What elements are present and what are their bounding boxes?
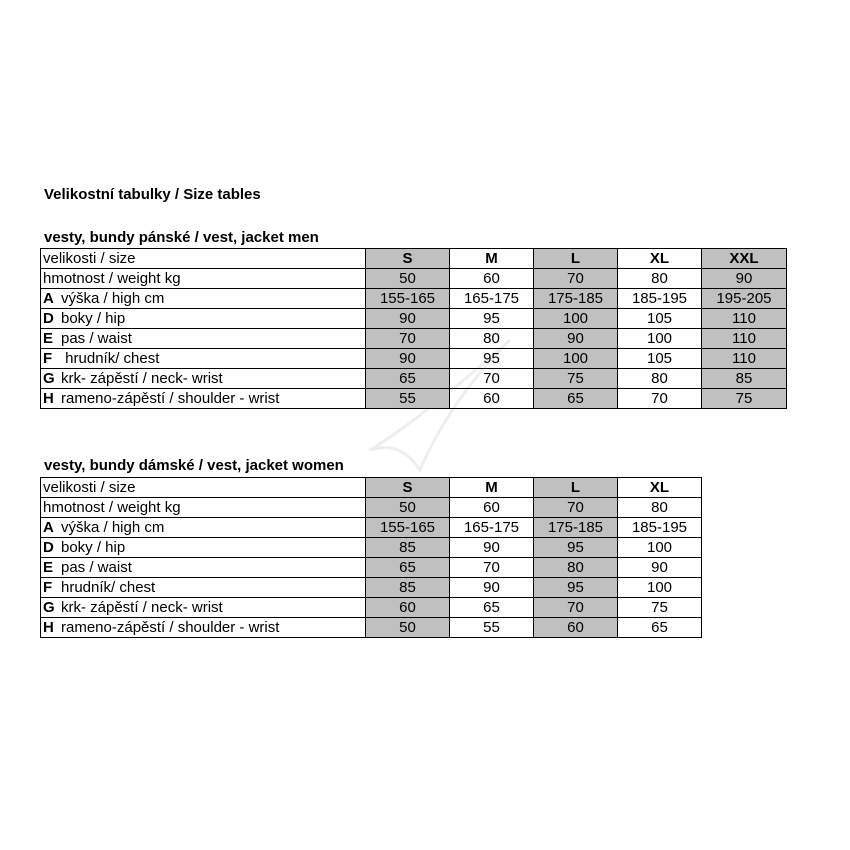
measurement-letter: G: [43, 599, 55, 616]
measurement-letter: G: [43, 370, 55, 387]
table-row: [41, 369, 787, 389]
men-table-caption: vesty, bundy pánské / vest, jacket men: [44, 229, 319, 246]
table-cell: 55: [450, 618, 534, 638]
row-label: [41, 538, 366, 558]
row-label: [41, 558, 366, 578]
table-cell: 85: [702, 369, 787, 389]
table-cell: 175-185: [534, 289, 618, 309]
column-header-size: XL: [618, 478, 702, 498]
measurement-name: boky / hip: [61, 539, 126, 556]
table-row: [41, 309, 787, 329]
men-size-table: [40, 248, 787, 409]
women-table-caption: vesty, bundy dámské / vest, jacket women: [44, 457, 344, 474]
table-cell: 80: [618, 369, 702, 389]
measurement-name: boky / hip: [61, 310, 126, 327]
table-cell: 70: [534, 269, 618, 289]
measurement-letter: H: [43, 619, 54, 636]
measurement-name: pas / waist: [61, 559, 132, 576]
row-label: [41, 578, 366, 598]
table-cell: 60: [534, 618, 618, 638]
table-cell: 110: [702, 309, 787, 329]
measurement-name: krk- zápěstí / neck- wrist: [61, 599, 223, 616]
table-cell: 85: [366, 578, 450, 598]
row-label: [41, 518, 366, 538]
table-cell: 70: [450, 558, 534, 578]
column-header-label: velikosti / size: [41, 249, 366, 269]
table-cell: 65: [450, 598, 534, 618]
column-header-size: M: [450, 249, 534, 269]
table-cell: 185-195: [618, 518, 702, 538]
row-label: [41, 289, 366, 309]
row-label: [41, 329, 366, 349]
table-cell: 75: [618, 598, 702, 618]
women-size-table: [40, 477, 702, 638]
measurement-letter: D: [43, 310, 54, 327]
row-label: [41, 369, 366, 389]
table-cell: 185-195: [618, 289, 702, 309]
table-row: [41, 269, 787, 289]
table-cell: 100: [618, 538, 702, 558]
table-row: [41, 538, 702, 558]
table-row: [41, 518, 702, 538]
table-cell: 110: [702, 329, 787, 349]
table-cell: 90: [534, 329, 618, 349]
table-cell: 100: [618, 329, 702, 349]
column-header-size: M: [450, 478, 534, 498]
table-cell: 65: [618, 618, 702, 638]
table-header-row: [41, 478, 702, 498]
table-cell: 100: [534, 349, 618, 369]
table-cell: 75: [702, 389, 787, 409]
row-label: [41, 349, 366, 369]
measurement-letter: F: [43, 579, 53, 596]
table-row: [41, 289, 787, 309]
table-cell: 60: [366, 598, 450, 618]
measurement-name: výška / high cm: [61, 290, 165, 307]
table-row: [41, 329, 787, 349]
table-cell: 95: [534, 578, 618, 598]
measurement-letter: E: [43, 559, 54, 576]
table-cell: 100: [534, 309, 618, 329]
table-cell: 65: [366, 558, 450, 578]
table-row: [41, 618, 702, 638]
row-label: [41, 618, 366, 638]
table-row: [41, 578, 702, 598]
table-cell: 90: [702, 269, 787, 289]
table-cell: 95: [534, 538, 618, 558]
table-cell: 165-175: [450, 289, 534, 309]
page-title: Velikostní tabulky / Size tables: [44, 186, 261, 203]
table-cell: 155-165: [366, 289, 450, 309]
table-cell: 90: [366, 349, 450, 369]
measurement-name: pas / waist: [61, 330, 132, 347]
table-header-row: [41, 249, 787, 269]
column-header-size: S: [366, 478, 450, 498]
table-cell: 60: [450, 389, 534, 409]
table-cell: 105: [618, 309, 702, 329]
table-cell: 75: [534, 369, 618, 389]
row-label: [41, 269, 366, 289]
table-cell: 55: [366, 389, 450, 409]
table-cell: 80: [450, 329, 534, 349]
table-row: [41, 389, 787, 409]
table-cell: 95: [450, 309, 534, 329]
column-header-label: velikosti / size: [41, 478, 366, 498]
column-header-size: XXL: [702, 249, 787, 269]
table-cell: 65: [366, 369, 450, 389]
measurement-letter: H: [43, 390, 54, 407]
table-cell: 70: [534, 498, 618, 518]
table-cell: 90: [450, 578, 534, 598]
measurement-name: rameno-zápěstí / shoulder - wrist: [61, 619, 280, 636]
table-cell: 175-185: [534, 518, 618, 538]
table-cell: 80: [618, 269, 702, 289]
row-label: [41, 498, 366, 518]
table-cell: 85: [366, 538, 450, 558]
table-cell: 70: [534, 598, 618, 618]
measurement-name: rameno-zápěstí / shoulder - wrist: [61, 390, 280, 407]
column-header-size: S: [366, 249, 450, 269]
table-cell: 65: [534, 389, 618, 409]
column-header-size: L: [534, 478, 618, 498]
table-cell: 60: [450, 269, 534, 289]
table-cell: 50: [366, 269, 450, 289]
table-cell: 70: [618, 389, 702, 409]
measurement-letter: E: [43, 330, 54, 347]
measurement-name: krk- zápěstí / neck- wrist: [61, 370, 223, 387]
table-cell: 95: [450, 349, 534, 369]
table-cell: 90: [450, 538, 534, 558]
table-cell: 50: [366, 618, 450, 638]
table-cell: 165-175: [450, 518, 534, 538]
table-cell: 155-165: [366, 518, 450, 538]
table-row: [41, 349, 787, 369]
table-cell: 70: [366, 329, 450, 349]
column-header-size: XL: [618, 249, 702, 269]
table-cell: 100: [618, 578, 702, 598]
table-cell: 195-205: [702, 289, 787, 309]
measurement-name: hrudník/ chest: [61, 579, 156, 596]
table-cell: 90: [366, 309, 450, 329]
measurement-letter: A: [43, 290, 54, 307]
measurement-name: výška / high cm: [61, 519, 165, 536]
table-cell: 50: [366, 498, 450, 518]
table-cell: 80: [534, 558, 618, 578]
table-row: [41, 558, 702, 578]
table-cell: 105: [618, 349, 702, 369]
table-cell: 60: [450, 498, 534, 518]
table-cell: 110: [702, 349, 787, 369]
column-header-size: L: [534, 249, 618, 269]
measurement-name: hrudník/ chest: [61, 350, 160, 367]
row-label: [41, 309, 366, 329]
table-row: [41, 598, 702, 618]
row-label: [41, 598, 366, 618]
measurement-letter: A: [43, 519, 54, 536]
table-cell: 80: [618, 498, 702, 518]
measurement-letter: F: [43, 350, 53, 367]
measurement-name: hmotnost / weight kg: [43, 499, 181, 516]
measurement-name: hmotnost / weight kg: [43, 270, 181, 287]
table-row: [41, 498, 702, 518]
table-cell: 70: [450, 369, 534, 389]
measurement-letter: D: [43, 539, 54, 556]
row-label: [41, 389, 366, 409]
table-cell: 90: [618, 558, 702, 578]
